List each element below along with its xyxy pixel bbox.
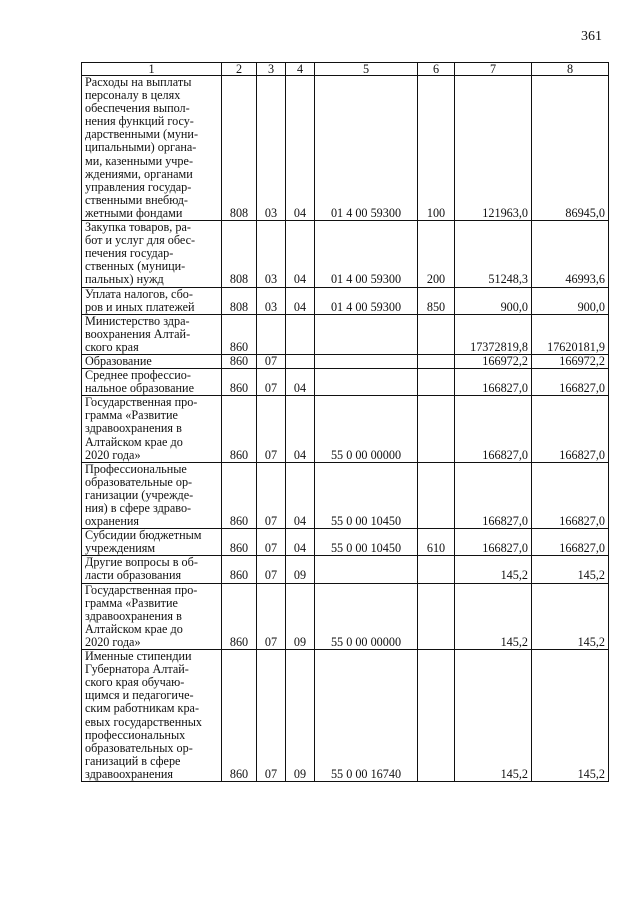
ministry-code: 860: [222, 583, 257, 649]
column-header: 4: [286, 63, 315, 76]
table-row: [82, 583, 609, 649]
section-code: 07: [257, 529, 286, 556]
amount-year-2: 17620181,9: [532, 314, 609, 354]
amount-year-1: 166827,0: [455, 529, 532, 556]
table-row: [82, 650, 609, 782]
table-row: [82, 556, 609, 583]
amount-year-2: 166827,0: [532, 369, 609, 396]
column-header: 8: [532, 63, 609, 76]
column-header: 7: [455, 63, 532, 76]
amount-year-1: 145,2: [455, 556, 532, 583]
table-row: [82, 287, 609, 314]
target-article-code: 01 4 00 59300: [315, 287, 418, 314]
amount-year-1: 145,2: [455, 583, 532, 649]
subsection-code: 09: [286, 556, 315, 583]
expense-name: Государственная про- грамма «Развитие здравоохранения в Алтайском крае до 2020 года»: [82, 396, 222, 462]
expense-name: Закупка товаров, ра- бот и услуг для обес- печения государ- ственных (муници- пальных) нужд: [82, 221, 222, 287]
subsection-code: 04: [286, 287, 315, 314]
target-article-code: [315, 556, 418, 583]
subsection-code: 04: [286, 396, 315, 462]
subsection-code: 04: [286, 529, 315, 556]
column-header: 6: [418, 63, 455, 76]
amount-year-2: 166827,0: [532, 396, 609, 462]
target-article-code: [315, 369, 418, 396]
section-code: 03: [257, 76, 286, 221]
subsection-code: [286, 314, 315, 354]
expense-type-code: 100: [418, 76, 455, 221]
expense-name: Образование: [82, 354, 222, 368]
ministry-code: 860: [222, 354, 257, 368]
section-code: 07: [257, 369, 286, 396]
section-code: 03: [257, 221, 286, 287]
expense-name: Именные стипендии Губернатора Алтай- ского края обучаю- щимся и педагогиче- ским работникам кра- евых государственных профессиональных образовательных ор- ганизаций в сфере здравоохранения: [82, 650, 222, 782]
target-article-code: 55 0 00 16740: [315, 650, 418, 782]
amount-year-2: 145,2: [532, 556, 609, 583]
expense-name: Среднее профессио- нальное образование: [82, 369, 222, 396]
section-code: 07: [257, 556, 286, 583]
amount-year-1: 121963,0: [455, 76, 532, 221]
amount-year-2: 900,0: [532, 287, 609, 314]
expense-name: Расходы на выплаты персоналу в целях обеспечения выпол- нения функций госу- дарственными (муни- ципальными) органа- ми, казенными учре- ждениями, органами управления государ- ственными внебюд- жетными фондами: [82, 76, 222, 221]
section-code: 07: [257, 396, 286, 462]
subsection-code: 04: [286, 221, 315, 287]
amount-year-1: 166972,2: [455, 354, 532, 368]
section-code: 07: [257, 583, 286, 649]
expense-name: Другие вопросы в об- ласти образования: [82, 556, 222, 583]
amount-year-1: 166827,0: [455, 462, 532, 528]
section-code: 07: [257, 650, 286, 782]
subsection-code: 04: [286, 369, 315, 396]
expense-type-code: 200: [418, 221, 455, 287]
ministry-code: 860: [222, 314, 257, 354]
table-row: [82, 529, 609, 556]
expense-name: Профессиональные образовательные ор- ганизации (учрежде- ния) в сфере здраво- охранения: [82, 462, 222, 528]
ministry-code: 860: [222, 396, 257, 462]
amount-year-2: 145,2: [532, 650, 609, 782]
ministry-code: 808: [222, 76, 257, 221]
budget-table: [81, 62, 609, 782]
section-code: 07: [257, 354, 286, 368]
subsection-code: 09: [286, 583, 315, 649]
table-row: [82, 354, 609, 368]
amount-year-2: 166972,2: [532, 354, 609, 368]
expense-type-code: 850: [418, 287, 455, 314]
page-number: 361: [581, 29, 602, 44]
section-code: [257, 314, 286, 354]
amount-year-2: 166827,0: [532, 529, 609, 556]
amount-year-2: 46993,6: [532, 221, 609, 287]
expense-name: Министерство здра- воохранения Алтай- ского края: [82, 314, 222, 354]
subsection-code: 09: [286, 650, 315, 782]
amount-year-1: 166827,0: [455, 396, 532, 462]
expense-type-code: [418, 462, 455, 528]
amount-year-1: 166827,0: [455, 369, 532, 396]
expense-name: Субсидии бюджетным учреждениям: [82, 529, 222, 556]
table-row: [82, 462, 609, 528]
table-body: [82, 76, 609, 782]
expense-name: Государственная про- грамма «Развитие здравоохранения в Алтайском крае до 2020 года»: [82, 583, 222, 649]
expense-type-code: [418, 369, 455, 396]
expense-type-code: [418, 556, 455, 583]
expense-type-code: [418, 650, 455, 782]
table-row: [82, 396, 609, 462]
column-header: 2: [222, 63, 257, 76]
target-article-code: [315, 354, 418, 368]
subsection-code: 04: [286, 76, 315, 221]
ministry-code: 860: [222, 529, 257, 556]
section-code: 03: [257, 287, 286, 314]
ministry-code: 860: [222, 462, 257, 528]
amount-year-1: 51248,3: [455, 221, 532, 287]
expense-type-code: [418, 354, 455, 368]
table-row: [82, 369, 609, 396]
target-article-code: 01 4 00 59300: [315, 76, 418, 221]
target-article-code: 55 0 00 10450: [315, 462, 418, 528]
expense-type-code: [418, 314, 455, 354]
expense-name: Уплата налогов, сбо- ров и иных платежей: [82, 287, 222, 314]
table-row: [82, 76, 609, 221]
amount-year-2: 86945,0: [532, 76, 609, 221]
expense-type-code: [418, 396, 455, 462]
column-header: 3: [257, 63, 286, 76]
amount-year-1: 145,2: [455, 650, 532, 782]
subsection-code: [286, 354, 315, 368]
target-article-code: [315, 314, 418, 354]
column-header: 5: [315, 63, 418, 76]
ministry-code: 860: [222, 369, 257, 396]
ministry-code: 860: [222, 556, 257, 583]
amount-year-2: 166827,0: [532, 462, 609, 528]
subsection-code: 04: [286, 462, 315, 528]
target-article-code: 55 0 00 10450: [315, 529, 418, 556]
amount-year-2: 145,2: [532, 583, 609, 649]
section-code: 07: [257, 462, 286, 528]
ministry-code: 808: [222, 287, 257, 314]
table-row: [82, 221, 609, 287]
target-article-code: 55 0 00 00000: [315, 396, 418, 462]
target-article-code: 01 4 00 59300: [315, 221, 418, 287]
target-article-code: 55 0 00 00000: [315, 583, 418, 649]
amount-year-1: 900,0: [455, 287, 532, 314]
expense-type-code: 610: [418, 529, 455, 556]
ministry-code: 808: [222, 221, 257, 287]
ministry-code: 860: [222, 650, 257, 782]
column-header: 1: [82, 63, 222, 76]
amount-year-1: 17372819,8: [455, 314, 532, 354]
table-row: [82, 314, 609, 354]
header-row: [82, 63, 609, 76]
expense-type-code: [418, 583, 455, 649]
